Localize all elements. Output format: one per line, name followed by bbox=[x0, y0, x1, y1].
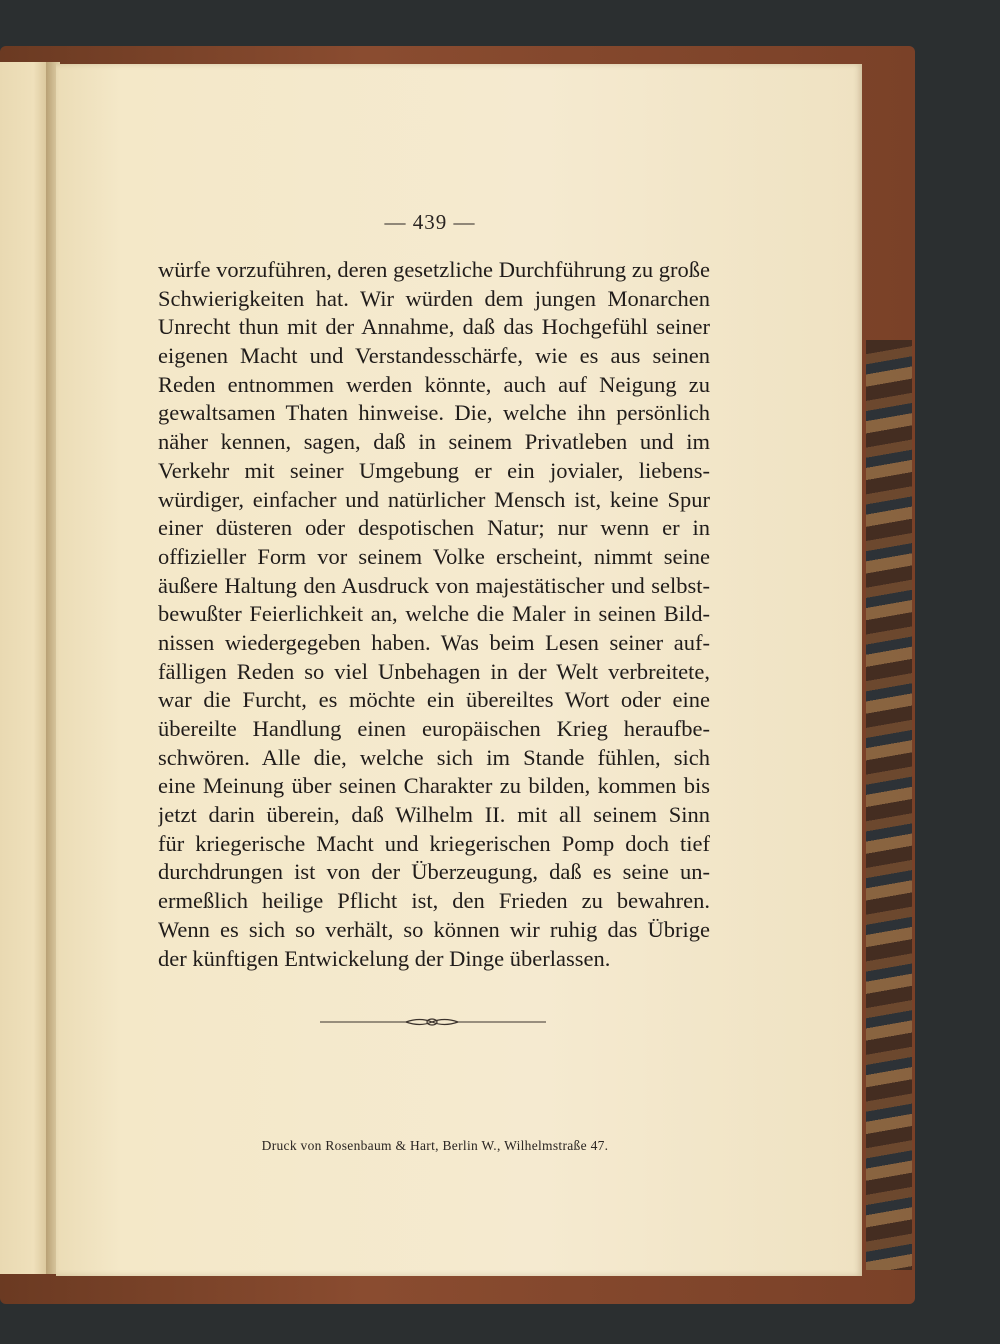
text-line: Wenn es sich so verhält, so können wir ruhig das Übrige bbox=[158, 916, 710, 942]
page-number: — 439 — bbox=[384, 210, 476, 234]
text-line: würdiger, einfacher und natürlicher Mensch ist, keine Spur bbox=[158, 486, 710, 512]
text-line: eigenen Macht und Verstandesschärfe, wie es aus seinen bbox=[158, 343, 710, 369]
body-text bbox=[158, 256, 710, 973]
ornament-divider bbox=[320, 1012, 546, 1032]
text-line: nissen wiedergegeben haben. Was beim Lesen seiner auf- bbox=[158, 629, 710, 655]
text-line: der künftigen Entwickelung der Dinge überlassen. bbox=[158, 945, 611, 971]
text-line: schwören. Alle die, welche sich im Stande fühlen, sich bbox=[158, 744, 710, 770]
text-line: fälligen Reden so viel Unbehagen in der Welt verbreitete, bbox=[158, 658, 710, 684]
text-line: einer düsteren oder despotischen Natur; nur wenn er in bbox=[158, 515, 710, 541]
text-line: Verkehr mit seiner Umgebung er ein jovialer, liebens- bbox=[158, 457, 710, 483]
text-line: äußere Haltung den Ausdruck von majestätischer und selbst- bbox=[158, 572, 710, 598]
text-line: Reden entnommen werden könnte, auch auf Neigung zu bbox=[158, 371, 710, 397]
text-line: Unrecht thun mit der Annahme, daß das Hochgefühl seiner bbox=[158, 314, 710, 340]
text-line: durchdrungen ist von der Überzeugung, daß es seine un- bbox=[158, 859, 710, 885]
text-line: übereilte Handlung einen europäischen Krieg heraufbe- bbox=[158, 716, 710, 741]
marbled-edge bbox=[866, 340, 912, 1270]
text-line: würfe vorzuführen, deren gesetzliche Durchführung zu große bbox=[158, 257, 710, 282]
text-line: für kriegerische Macht und kriegerischen Pomp doch tief bbox=[158, 830, 710, 856]
text-line: war die Furcht, es möchte ein übereiltes Wort oder eine bbox=[158, 687, 710, 713]
text-line: ermeßlich heilige Pflicht ist, den Frieden zu bewahren. bbox=[158, 888, 710, 914]
text-line: jetzt darin überein, daß Wilhelm II. mit all seinem Sinn bbox=[158, 802, 710, 828]
printer-colophon: Druck von Rosenbaum & Hart, Berlin W., Wilhelmstraße 47. bbox=[261, 1138, 609, 1153]
text-line: gewaltsamen Thaten hinweise. Die, welche ihn persönlich bbox=[158, 400, 710, 426]
left-page-edge bbox=[0, 62, 48, 1274]
text-line: offizieller Form vor seinem Volke erscheint, nimmt seine bbox=[158, 543, 710, 569]
text-line: eine Meinung über seinen Charakter zu bilden, kommen bis bbox=[158, 773, 710, 799]
text-line: bewußter Feierlichkeit an, welche die Maler in seinen Bild- bbox=[158, 601, 710, 627]
text-line: Schwierigkeiten hat. Wir würden dem jungen Monarchen bbox=[158, 285, 710, 311]
text-line: näher kennen, sagen, daß in seinem Privatleben und im bbox=[158, 429, 710, 455]
